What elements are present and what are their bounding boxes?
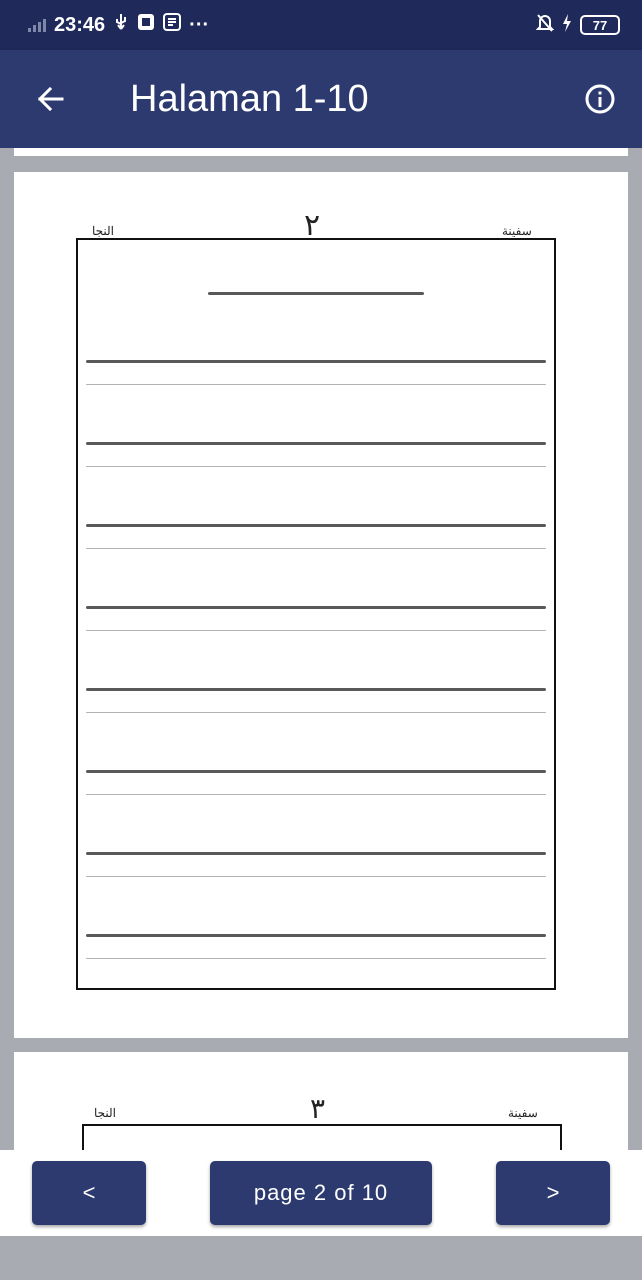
document-page <box>14 172 628 1038</box>
document-header-right: سفينة <box>502 224 532 238</box>
annotation-line <box>86 630 546 631</box>
back-button[interactable] <box>0 50 100 148</box>
text-line <box>86 524 546 527</box>
page-indicator-button[interactable]: page 2 of 10 <box>210 1161 432 1225</box>
annotation-line <box>86 876 546 877</box>
annotation-line <box>86 958 546 959</box>
previous-page-card <box>14 148 628 156</box>
usb-icon <box>113 13 129 37</box>
pdf-viewer[interactable] <box>0 148 642 1150</box>
next-page-number: ٣ <box>310 1092 326 1125</box>
annotation-line <box>86 466 546 467</box>
status-time: 23:46 <box>54 13 106 36</box>
arrow-left-icon <box>36 85 64 113</box>
annotation-line <box>86 548 546 549</box>
annotation-line <box>86 712 546 713</box>
text-line <box>86 442 546 445</box>
text-line <box>86 688 546 691</box>
battery-indicator: 77 <box>580 15 620 35</box>
silent-icon <box>536 13 554 38</box>
charging-icon <box>562 14 572 37</box>
next-page-button[interactable]: > <box>496 1161 610 1225</box>
status-bar <box>0 0 642 50</box>
next-scanned-frame <box>82 1124 562 1150</box>
text-line <box>86 934 546 937</box>
document-page-number: ٢ <box>304 208 321 243</box>
annotation-line <box>86 384 546 385</box>
info-button[interactable] <box>584 83 616 115</box>
next-header-left: النجا <box>94 1106 117 1120</box>
text-line <box>86 852 546 855</box>
next-page-card <box>14 1052 628 1150</box>
page-title: Halaman 1-10 <box>130 77 369 120</box>
text-line <box>86 770 546 773</box>
previous-page-button[interactable]: < <box>32 1161 146 1225</box>
system-navigation-area <box>0 1236 642 1280</box>
info-icon <box>584 83 616 115</box>
text-line <box>86 606 546 609</box>
text-line <box>86 360 546 363</box>
page-navigation-bar <box>0 1150 642 1236</box>
app-bar <box>0 50 642 148</box>
signal-icon <box>28 18 46 32</box>
scanned-text-frame <box>76 238 556 990</box>
annotation-line <box>86 794 546 795</box>
next-header-right: سفينة <box>508 1106 538 1120</box>
basmala-line <box>208 292 424 295</box>
more-notifications-text: ··· <box>189 13 210 36</box>
document-header-left: النجا <box>92 224 115 238</box>
app-notification-icon <box>163 13 181 37</box>
notification-icon <box>137 13 155 37</box>
